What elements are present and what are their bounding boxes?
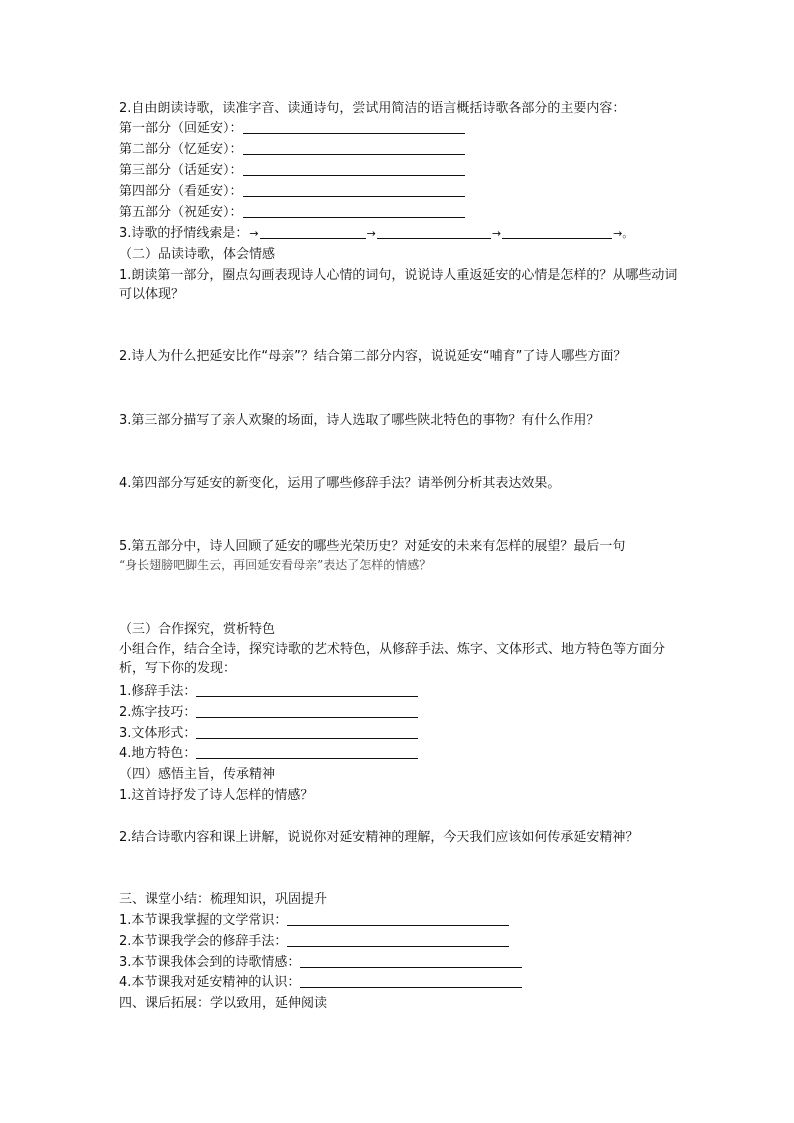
part-label: 第四部分（看延安）： [119,184,243,199]
part4-q1: 1.这首诗抒发了诗人怎样的情感？ [119,788,314,803]
part-label: 第五部分（祝延安）： [119,205,243,220]
feature-label: 4.地方特色： [119,746,197,761]
part-row-4 [119,182,465,201]
part2-heading: （二）品读诗歌，体会情感 [119,247,276,262]
part2-q5-line1: 5.第五部分中，诗人回顾了延安的哪些光荣历史？对延安的未来有怎样的展望？最后一句 [119,539,626,554]
answer-blank[interactable] [243,204,465,218]
answer-blank[interactable] [196,745,418,759]
answer-blank[interactable] [243,162,465,176]
arrow-icon: → [249,227,259,240]
part3-heading: （三）合作探究，赏析特色 [119,622,276,637]
part-row-1 [119,119,465,138]
summary-label: 2.本节课我学会的修辞手法： [119,934,288,949]
summary-label: 1.本节课我掌握的文学常识： [119,913,288,928]
part2-q4: 4.第四部分写延安的新变化，运用了哪些修辞手法？请举例分析其表达效果。 [119,476,561,491]
part2-q5-line2: “身长翅膀吧脚生云，再回延安看母亲”表达了怎样的情感？ [119,558,432,572]
summary-row-4 [119,973,522,992]
answer-blank[interactable] [300,974,522,988]
answer-blank[interactable] [287,912,509,926]
part2-q3: 3.第三部分描写了亲人欢聚的场面，诗人选取了哪些陕北特色的事物？有什么作用？ [119,413,600,428]
feature-row-3 [119,724,418,743]
summary-row-1 [119,911,509,930]
summary-heading: 三、课堂小结：梳理知识，巩固提升 [119,892,328,907]
summary-row-3 [119,953,522,972]
answer-blank[interactable] [377,225,491,239]
thread-end: →。 [613,227,634,240]
answer-blank[interactable] [502,225,612,239]
part-label: 第二部分（忆延安）： [119,142,243,157]
part4-q2: 2.结合诗歌内容和课上讲解，说说你对延安精神的理解，今天我们应该如何传承延安精神？ [119,830,639,845]
part-row-3 [119,161,465,180]
part-row-5 [119,203,465,222]
summary-row-2 [119,932,509,951]
part3-intro: 小组合作，结合全诗，探究诗歌的艺术特色，从修辞手法、炼字、文体形式、地方特色等方面分析，写下你的发现： [119,642,666,676]
feature-label: 2.炼字技巧： [119,705,197,720]
part-row-2 [119,140,465,159]
answer-blank[interactable] [196,683,418,697]
part2-q2: 2.诗人为什么把延安比作“母亲”？结合第二部分内容，说说延安“哺育”了诗人哪些方面？ [119,349,627,364]
summary-label: 3.本节课我体会到的诗歌情感： [119,955,301,970]
thread-label: 3.诗歌的抒情线索是： [119,226,249,241]
answer-blank[interactable] [260,225,366,239]
extension-heading: 四、课后拓展：学以致用，延伸阅读 [119,996,328,1011]
feature-label: 3.文体形式： [119,726,197,741]
answer-blank[interactable] [243,183,465,197]
q2-instruction: 2.自由朗读诗歌，读准字音、读通诗句，尝试用简洁的语言概括诗歌各部分的主要内容： [119,101,626,116]
feature-row-1 [119,682,418,701]
answer-blank[interactable] [196,725,418,739]
answer-blank[interactable] [243,120,465,134]
part-label: 第一部分（回延安）： [119,121,243,136]
arrow-icon: → [366,227,376,240]
part-label: 第三部分（话延安）： [119,163,243,178]
part4-heading: （四）感悟主旨，传承精神 [119,767,276,782]
part2-q1: 1.朗读第一部分，圈点勾画表现诗人心情的词句，说说诗人重返延安的心情是怎样的？从哪些动词可以体现？ [119,268,678,302]
answer-blank[interactable] [196,704,418,718]
summary-label: 4.本节课我对延安精神的认识： [119,975,301,990]
feature-row-2 [119,703,418,722]
feature-row-4 [119,744,418,763]
arrow-icon: → [491,227,502,240]
answer-blank[interactable] [287,933,509,947]
feature-label: 1.修辞手法： [119,684,197,699]
answer-blank[interactable] [300,954,522,968]
answer-blank[interactable] [243,141,465,155]
emotion-thread-row [119,224,634,243]
